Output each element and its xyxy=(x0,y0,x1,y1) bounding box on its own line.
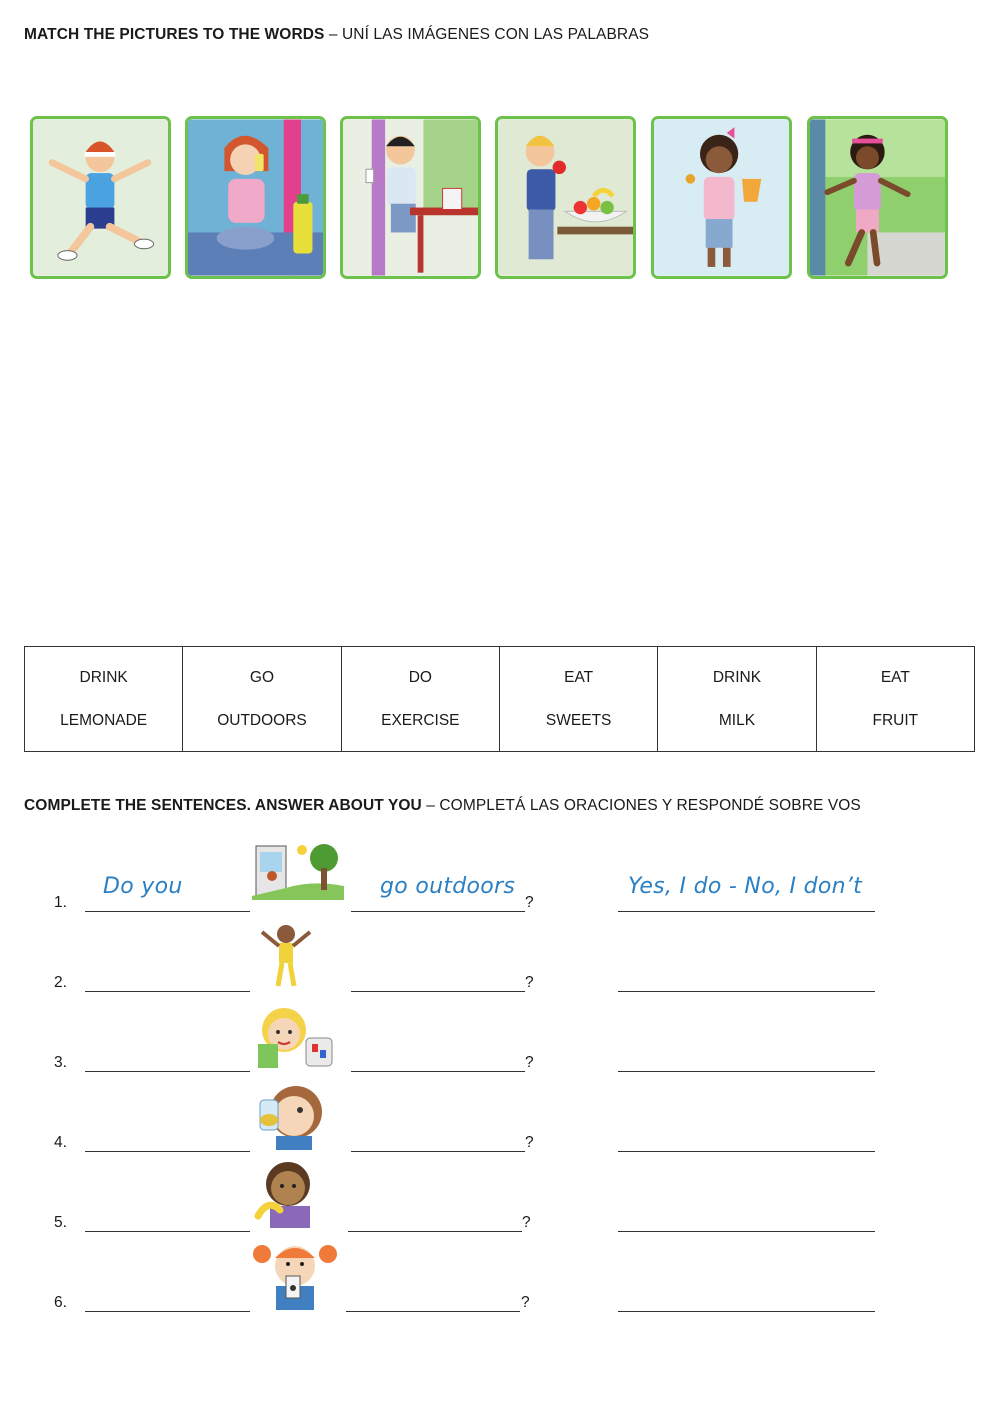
complete-heading: COMPLETE THE SENTENCES. ANSWER ABOUT YOU – COMPLETÁ LAS ORACIONES Y RESPONDÉ SOBRE VOS xyxy=(24,797,861,814)
word-cell[interactable]: EAT FRUIT xyxy=(816,647,974,752)
eat-sweets-icon xyxy=(250,1000,342,1070)
sentence-row-6 xyxy=(0,1240,1000,1320)
picture-lemonade[interactable] xyxy=(185,116,326,279)
blank-verb[interactable] xyxy=(351,911,525,912)
drink-milk-icon xyxy=(250,1240,342,1310)
question-mark: ? xyxy=(525,974,534,991)
question-mark: ? xyxy=(525,1134,534,1151)
blank-verb[interactable] xyxy=(348,1231,522,1232)
blank-start[interactable] xyxy=(85,1311,250,1312)
word-cell[interactable]: EAT SWEETS xyxy=(499,647,657,752)
boy-drinking-milk-icon xyxy=(343,119,478,276)
word-cell[interactable]: DRINK LEMONADE xyxy=(25,647,183,752)
go-outdoors-icon xyxy=(252,840,344,910)
drink-lemonade-icon xyxy=(252,1080,344,1150)
sentence-number: 5. xyxy=(54,1214,67,1231)
sentence-number: 4. xyxy=(54,1134,67,1151)
picture-fruit[interactable] xyxy=(495,116,636,279)
blank-verb[interactable] xyxy=(351,991,525,992)
sentence-row-1 xyxy=(0,840,1000,920)
word-table xyxy=(24,646,975,752)
sentence-row-2 xyxy=(0,920,1000,1000)
blank-answer[interactable] xyxy=(618,1151,875,1152)
blank-start[interactable] xyxy=(85,1231,250,1232)
example-verb-text: go outdoors xyxy=(380,874,516,899)
sentence-row-3 xyxy=(0,1000,1000,1080)
question-mark: ? xyxy=(525,1054,534,1071)
sentence-row-5 xyxy=(0,1160,1000,1240)
blank-start[interactable] xyxy=(85,991,250,992)
girl-eating-sweets-icon xyxy=(654,119,789,276)
picture-outdoors[interactable] xyxy=(807,116,948,279)
picture-milk[interactable] xyxy=(340,116,481,279)
example-start-text: Do you xyxy=(103,874,183,899)
question-mark: ? xyxy=(521,1294,530,1311)
boy-exercising-icon xyxy=(33,119,168,276)
blank-answer[interactable] xyxy=(618,1231,875,1232)
blank-answer[interactable] xyxy=(618,911,875,912)
word-cell[interactable]: GO OUTDOORS xyxy=(183,647,341,752)
blank-answer[interactable] xyxy=(618,1071,875,1072)
picture-sweets[interactable] xyxy=(651,116,792,279)
eat-fruit-icon xyxy=(252,1160,344,1230)
do-exercise-icon xyxy=(252,922,344,992)
sentence-number: 3. xyxy=(54,1054,67,1071)
blank-answer[interactable] xyxy=(618,1311,875,1312)
boy-eating-fruit-icon xyxy=(498,119,633,276)
blank-answer[interactable] xyxy=(618,991,875,992)
sentence-number: 2. xyxy=(54,974,67,991)
word-cell[interactable]: DO EXERCISE xyxy=(341,647,499,752)
blank-start[interactable] xyxy=(85,911,250,912)
girl-drinking-lemonade-icon xyxy=(188,119,323,276)
sentence-row-4 xyxy=(0,1080,1000,1160)
blank-start[interactable] xyxy=(85,1071,250,1072)
question-mark: ? xyxy=(525,894,534,911)
girl-going-outdoors-icon xyxy=(810,119,945,276)
blank-verb[interactable] xyxy=(346,1311,520,1312)
picture-exercise[interactable] xyxy=(30,116,171,279)
question-mark: ? xyxy=(522,1214,531,1231)
word-cell[interactable]: DRINK MILK xyxy=(658,647,816,752)
example-answer-text: Yes, I do - No, I don’t xyxy=(628,874,863,899)
blank-start[interactable] xyxy=(85,1151,250,1152)
sentence-number: 6. xyxy=(54,1294,67,1311)
sentence-number: 1. xyxy=(54,894,67,911)
blank-verb[interactable] xyxy=(351,1151,525,1152)
blank-verb[interactable] xyxy=(351,1071,525,1072)
match-heading: MATCH THE PICTURES TO THE WORDS – UNÍ LAS IMÁGENES CON LAS PALABRAS xyxy=(24,26,650,43)
